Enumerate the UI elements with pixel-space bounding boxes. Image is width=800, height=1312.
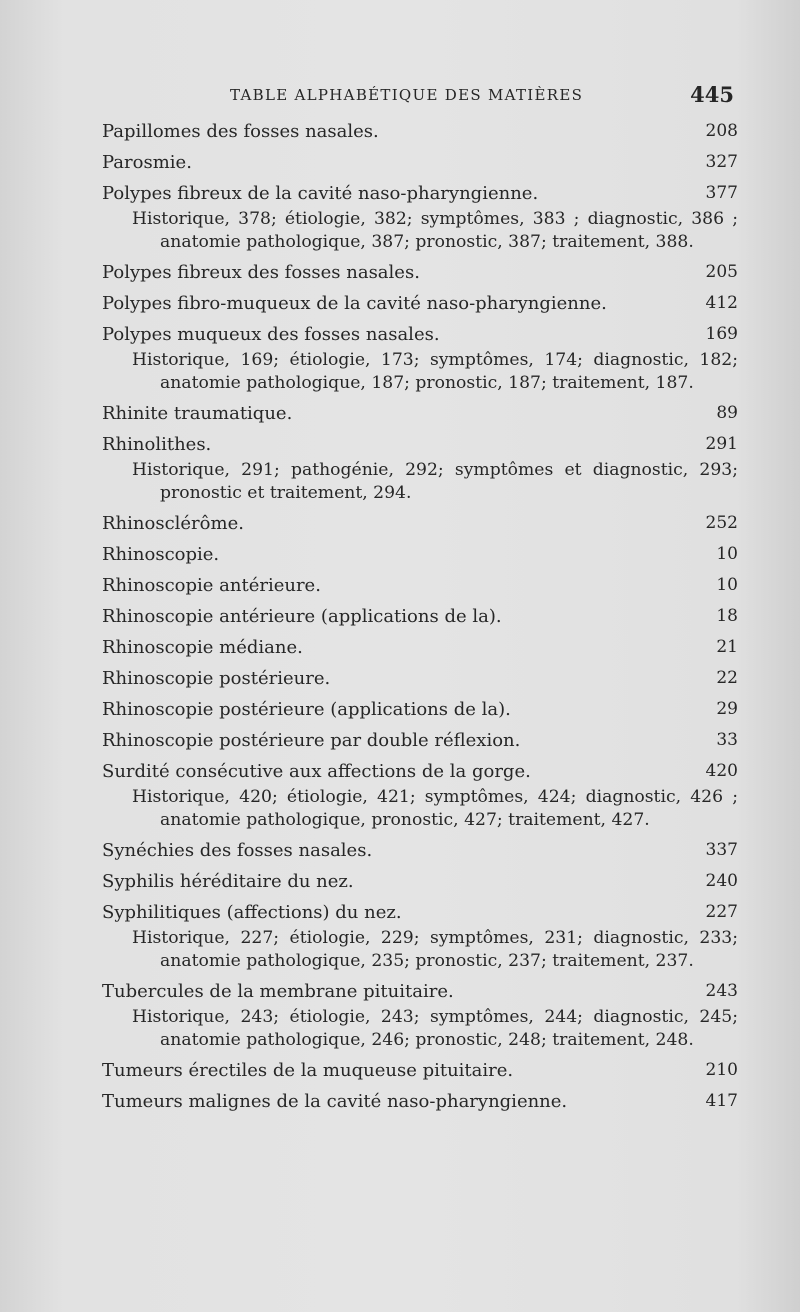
entry-title: Rhinosclérôme. xyxy=(102,513,244,534)
entry-page-number: 22 xyxy=(716,668,738,688)
entry-title: Polypes fibreux des fosses nasales. xyxy=(102,262,420,283)
index-entry xyxy=(102,866,738,897)
entry-page-number: 33 xyxy=(716,730,738,750)
index-entries xyxy=(102,116,738,1117)
running-title: TABLE ALPHABÉTIQUE DES MATIÈRES xyxy=(230,86,584,104)
index-entry xyxy=(102,257,738,288)
entry-details: Historique, 291; pathogénie, 292; symptômes et diagnostic, 293; pronostic et traitement, 294. xyxy=(132,460,738,503)
entry-title: Rhinoscopie antérieure (applications de la). xyxy=(102,606,502,627)
index-entry xyxy=(102,116,738,147)
entry-title: Tumeurs érectiles de la muqueuse pituitaire. xyxy=(102,1060,514,1081)
entry-page-number: 169 xyxy=(705,324,738,344)
index-entry xyxy=(102,539,738,570)
entry-page-number: 252 xyxy=(705,513,738,533)
entry-title: Tumeurs malignes de la cavité naso-pharyngienne. xyxy=(102,1091,568,1112)
entry-title: Polypes muqueux des fosses nasales. xyxy=(102,324,440,345)
entry-page-number: 227 xyxy=(705,902,738,922)
entry-title: Rhinolithes. xyxy=(102,434,212,455)
entry-page-number: 89 xyxy=(716,403,738,423)
index-entry xyxy=(102,1086,738,1117)
entry-page-number: 10 xyxy=(716,575,738,595)
entry-title: Syphilitiques (affections) du nez. xyxy=(102,902,402,923)
index-entry xyxy=(102,725,738,756)
entry-details: Historique, 420; étiologie, 421; symptômes, 424; diagnostic, 426 ; anatomie pathologique, pronostic, 427; traitement, 427. xyxy=(132,787,738,830)
entry-page-number: 377 xyxy=(705,183,738,203)
entry-title: Rhinoscopie antérieure. xyxy=(102,575,321,596)
entry-page-number: 240 xyxy=(705,871,738,891)
index-entry xyxy=(102,1055,738,1086)
index-entry xyxy=(102,835,738,866)
entry-title: Rhinite traumatique. xyxy=(102,403,293,424)
index-entry xyxy=(102,663,738,694)
entry-title: Polypes fibro-muqueux de la cavité naso-pharyngienne. xyxy=(102,293,607,314)
entry-title: Polypes fibreux de la cavité naso-pharyngienne. xyxy=(102,183,539,204)
entry-page-number: 10 xyxy=(716,544,738,564)
entry-page-number: 21 xyxy=(716,637,738,657)
entry-page-number: 417 xyxy=(705,1091,738,1111)
index-entry xyxy=(102,319,738,350)
running-head xyxy=(100,82,740,112)
entry-page-number: 420 xyxy=(705,761,738,781)
entry-title: Papillomes des fosses nasales. xyxy=(102,121,379,142)
index-entry xyxy=(102,508,738,539)
entry-title: Rhinoscopie postérieure par double réflexion. xyxy=(102,730,521,751)
index-entry xyxy=(102,288,738,319)
entry-page-number: 210 xyxy=(705,1060,738,1080)
index-entry xyxy=(102,632,738,663)
index-entry xyxy=(102,398,738,429)
entry-title: Surdité consécutive aux affections de la gorge. xyxy=(102,761,531,782)
entry-page-number: 29 xyxy=(716,699,738,719)
index-entry xyxy=(102,178,738,209)
entry-page-number: 208 xyxy=(705,121,738,141)
entry-page-number: 337 xyxy=(705,840,738,860)
index-entry xyxy=(102,976,738,1007)
index-entry xyxy=(102,570,738,601)
entry-page-number: 243 xyxy=(705,981,738,1001)
entry-title: Synéchies des fosses nasales. xyxy=(102,840,373,861)
index-entry xyxy=(102,897,738,928)
index-entry xyxy=(102,147,738,178)
entry-page-number: 18 xyxy=(716,606,738,626)
entry-page-number: 291 xyxy=(705,434,738,454)
index-entry xyxy=(102,694,738,725)
page-number: 445 xyxy=(690,82,734,107)
index-entry xyxy=(102,601,738,632)
entry-page-number: 412 xyxy=(705,293,738,313)
entry-title: Rhinoscopie postérieure (applications de la). xyxy=(102,699,511,720)
entry-title: Syphilis héréditaire du nez. xyxy=(102,871,354,892)
entry-title: Rhinoscopie. xyxy=(102,544,220,565)
entry-title: Rhinoscopie postérieure. xyxy=(102,668,331,689)
entry-page-number: 327 xyxy=(705,152,738,172)
index-entry xyxy=(102,756,738,787)
entry-page-number: 205 xyxy=(705,262,738,282)
entry-details: Historique, 378; étiologie, 382; symptômes, 383 ; diagnostic, 386 ; anatomie pathologique, 387; pronostic, 387; traitement, 388. xyxy=(132,209,738,252)
entry-title: Tubercules de la membrane pituitaire. xyxy=(102,981,454,1002)
index-entry xyxy=(102,429,738,460)
entry-title: Parosmie. xyxy=(102,152,192,173)
entry-details: Historique, 169; étiologie, 173; symptômes, 174; diagnostic, 182; anatomie pathologique, 187; pronostic, 187; traitement, 187. xyxy=(132,350,738,393)
entry-details: Historique, 227; étiologie, 229; symptômes, 231; diagnostic, 233; anatomie pathologique, 235; pronostic, 237; traitement, 237. xyxy=(132,928,738,971)
entry-details: Historique, 243; étiologie, 243; symptômes, 244; diagnostic, 245; anatomie pathologique, 246; pronostic, 248; traitement, 248. xyxy=(132,1007,738,1050)
entry-title: Rhinoscopie médiane. xyxy=(102,637,303,658)
